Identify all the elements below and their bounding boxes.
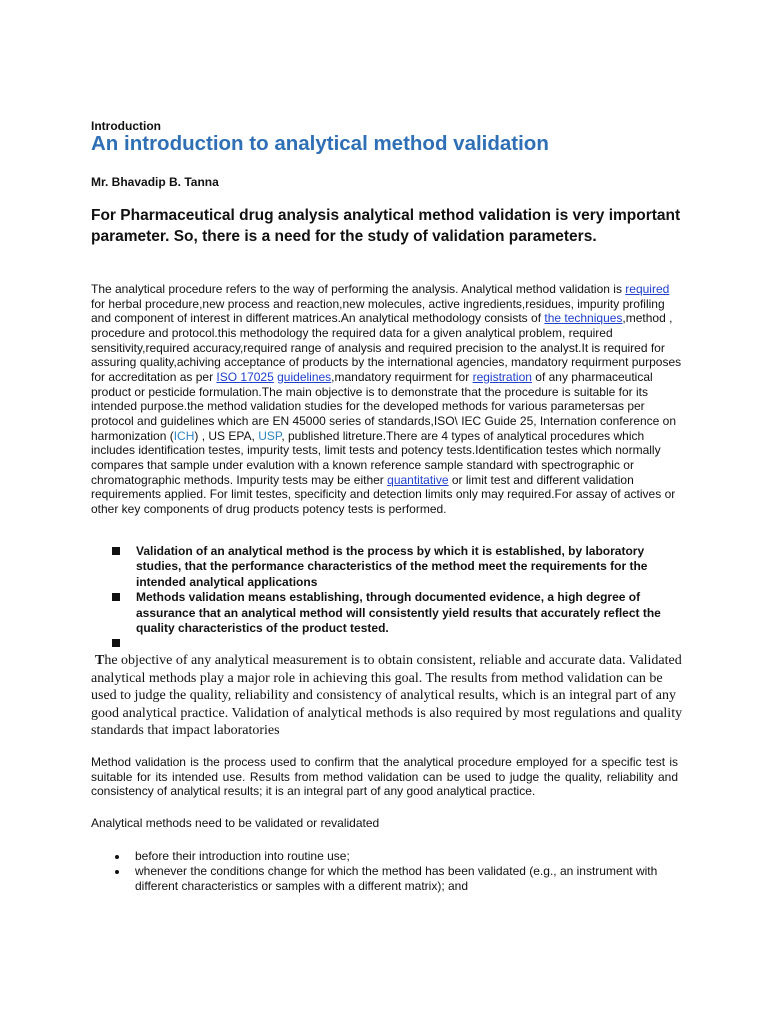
link-the-techniques[interactable]: the techniques [544,311,623,326]
revalidate-line: Analytical methods need to be validated or revalidated [91,816,380,830]
ich-acronym: ICH [173,428,195,443]
list-item-text: Validation of an analytical method is the process by which it is established, by laboratory studies, that the performance characteristics of the method meet the requirements for the intended analytical applications [136,544,648,589]
article-title: An introduction to analytical method validation [91,132,549,155]
section-label: Introduction [91,119,161,133]
intro-text: for herbal procedure,new process and reaction,new molecules, active ingredients,residues, impurity profiling and component of interest in different matrices.An analytical methodology consists of [91,296,665,326]
empty-list-item [112,636,672,651]
bullet-dot-icon [115,855,119,859]
link-registration[interactable]: registration [472,369,532,384]
link-guidelines[interactable]: guidelines [277,369,332,384]
method-validation-paragraph: Method validation is the process used to confirm that the analytical procedure employed for a specific test is suitable for its intended use. Results from method validation can be used to judge the quality, reliability and consistency of analytical results; it is an integral part of any good analytical practice. [91,755,678,799]
intro-paragraph [91,282,686,517]
link-quantitative[interactable]: quantitative [387,472,449,487]
square-bullet-icon [112,593,120,601]
list-item [112,544,672,590]
drop-cap: T [95,653,105,668]
list-item [113,849,673,864]
square-bullet-icon [112,547,120,555]
intro-text: of any pharmaceutical product or pesticide formulation.The main objective is to demonstrate that the procedure is suitable for its intended purpose.the method validation studies for the developed methods for various parametersas per protocol and guidelines which are EN 45000 series of standards,ISO\ IEC Guide 25, Internation conference on harmonization ( [91,369,677,443]
revalidation-conditions-list [113,849,673,894]
list-item-text: whenever the conditions change for which the method has been validated (e.g., an instrument with different characteristics or samples with a different matrix); and [135,864,658,893]
intro-text: , published litreture.There are 4 types of analytical procedures which includes identification testes, impurity tests, limit tests and potency tests.Identification testes which normally compares that sample under evalution with a known reference sample standard with spectrographic or chromatographic methods. Impurity tests may be either [91,428,661,487]
lead-statement: For Pharmaceutical drug analysis analytical method validation is very important parameter. So, there is a need for the study of validation parameters. [91,207,681,245]
intro-text: ) , US EPA, [194,428,259,443]
author-name: Mr. Bhavadip B. Tanna [91,175,219,189]
square-bullet-icon [112,639,120,647]
usp-acronym: USP [258,428,282,443]
list-item [113,864,673,894]
list-item-text: before their introduction into routine use; [135,849,350,863]
link-iso-17025[interactable]: ISO 17025 [216,369,274,384]
objective-paragraph [91,652,691,740]
list-item-text: Methods validation means establishing, through documented evidence, a high degree of assurance that an analytical method will consistently yield results that accurately reflect the quality characteristics of the product tested. [136,590,661,636]
validation-definitions-list [112,544,672,651]
list-item [112,590,672,636]
objective-text: he objective of any analytical measurement is to obtain consistent, reliable and accurate data. Validated analytical methods play a major role in achieving this goal. The results from method validation can be used to judge the quality, reliability and consistency of analytical results, which is an integral part of any good analytical practice. Validation of analytical methods is also required by most regulations and quality standards that impact laboratories [91,653,683,739]
link-required[interactable]: required [625,282,670,296]
intro-text: or limit test and different validation requirements applied. For limit testes, specificity and detection limits only may required.For assay of actives or other key components of drug products potency tests is performed. [91,472,676,516]
intro-text: ,method , procedure and protocol.this methodology the required data for a given analytical problem, required sensitivity,required accuracy,required range of analysis and required precision to the analyst.It is required for assuring quality,achiving acceptance of products by the international agencies, mandatory requirment purposes for accreditation as per [91,311,682,384]
intro-text: The analytical procedure refers to the way of performing the analysis. Analytical method validation is [91,282,626,296]
bullet-dot-icon [115,870,119,874]
intro-text: ,mandatory requirment for [331,369,473,384]
